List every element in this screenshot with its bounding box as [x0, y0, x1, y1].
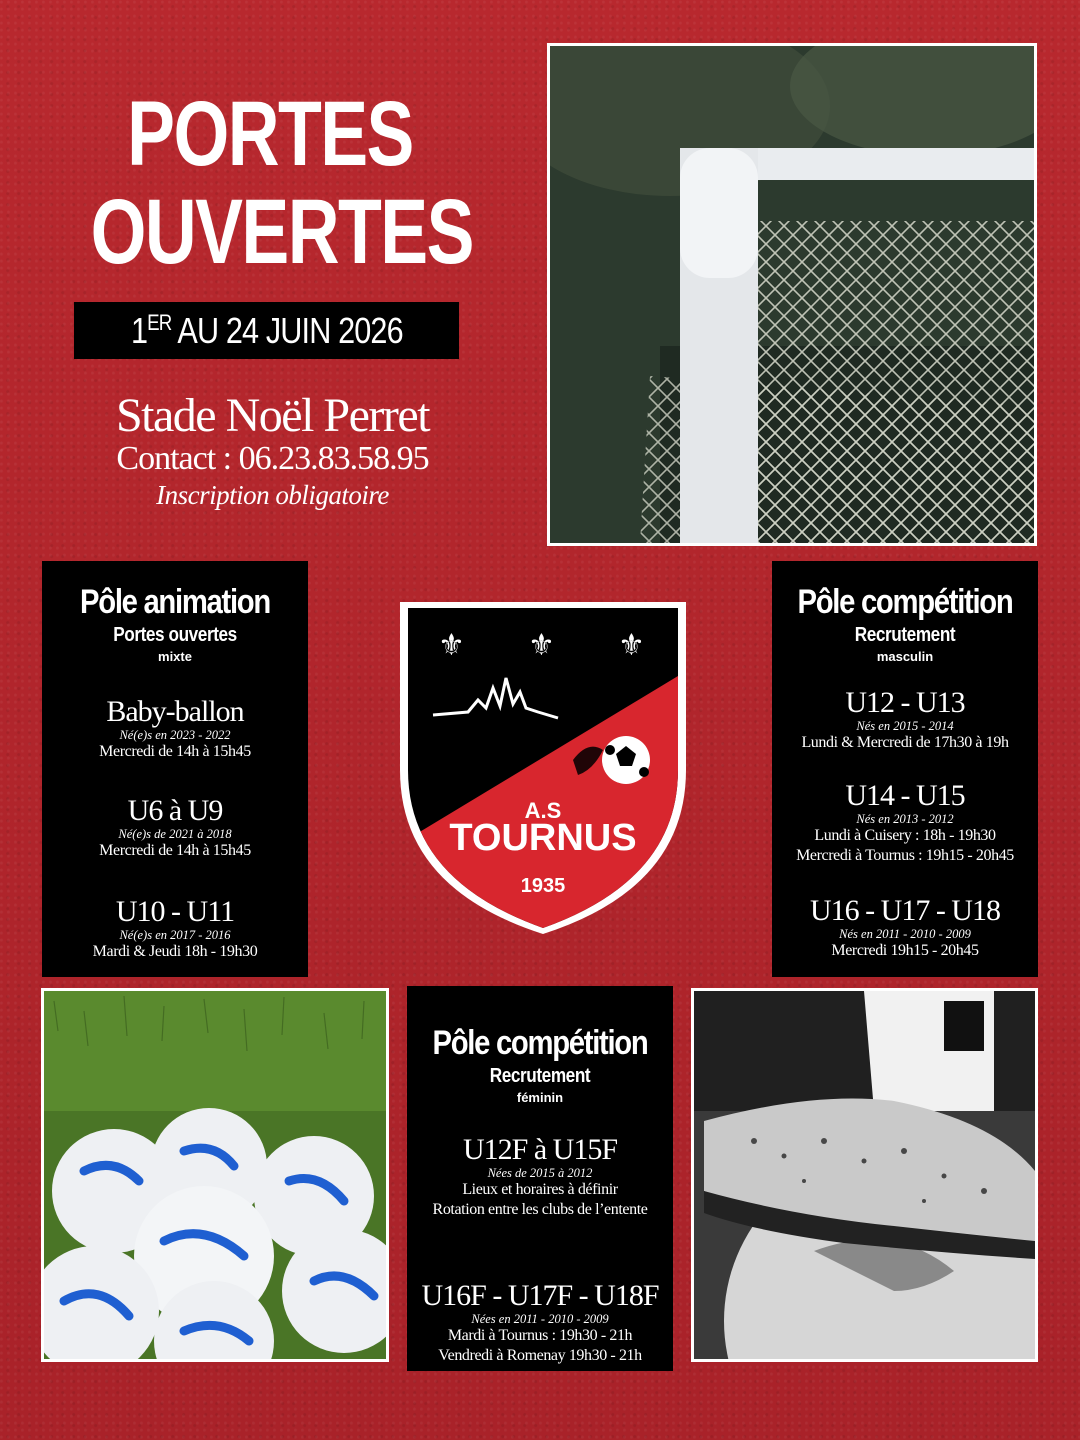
date-banner	[74, 302, 459, 359]
group-block	[42, 696, 308, 762]
panel-title: Pôle animation	[80, 583, 270, 621]
group-born: Né(e)s de 2021 à 2018	[118, 827, 232, 841]
registration-note: Inscription obligatoire	[156, 480, 389, 510]
logo-year: 1935	[520, 875, 566, 897]
club-logo	[398, 600, 688, 935]
group-block	[772, 895, 1038, 961]
group-born: Nés en 2015 - 2014	[856, 719, 954, 733]
panel-title: Pôle compétition	[797, 583, 1013, 621]
panel-mini: féminin	[516, 1090, 564, 1105]
group-block	[407, 1280, 673, 1366]
group-born: Nées en 2011 - 2010 - 2009	[471, 1312, 609, 1326]
panel-pole-competition-masculin	[772, 561, 1038, 977]
date-text: 1ER AU 24 JUIN 2026	[130, 309, 403, 351]
group-schedule: Vendredi à Romenay 19h30 - 21h	[438, 1347, 642, 1364]
panel-pole-animation	[42, 561, 308, 977]
logo-club-name: TOURNUS	[449, 817, 637, 859]
boot-on-ball-photo	[691, 988, 1038, 1362]
group-schedule: Mercredi 19h15 - 20h45	[831, 942, 979, 959]
group-born: Nés en 2013 - 2012	[856, 812, 954, 826]
group-schedule: Mercredi de 14h à 15h45	[99, 743, 251, 760]
group-born: Né(e)s en 2017 - 2016	[119, 928, 231, 942]
group-born: Nées de 2015 à 2012	[487, 1166, 593, 1180]
group-block	[772, 780, 1038, 866]
group-block	[772, 687, 1038, 753]
group-born: Nés en 2011 - 2010 - 2009	[839, 927, 971, 941]
group-name: U6 à U9	[127, 794, 223, 827]
group-name: U12F à U15F	[462, 1133, 617, 1166]
panel-pole-competition-feminin	[407, 986, 673, 1371]
goal-net-photo	[547, 43, 1037, 546]
group-block	[42, 896, 308, 962]
group-name: U12 - U13	[845, 686, 965, 719]
group-born: Né(e)s en 2023 - 2022	[119, 728, 231, 742]
footballs-photo	[41, 988, 389, 1362]
panel-mini: mixte	[158, 649, 192, 664]
panel-mini: masculin	[876, 649, 934, 664]
group-schedule: Mardi & Jeudi 18h - 19h30	[92, 943, 258, 960]
group-block	[407, 1134, 673, 1220]
group-schedule: Rotation entre les clubs de l’entente	[432, 1201, 648, 1218]
group-name: U10 - U11	[115, 895, 235, 928]
group-name: Baby-ballon	[106, 695, 244, 728]
fleur-de-lis-icon: ⚜	[618, 628, 645, 663]
fleur-de-lis-icon: ⚜	[528, 628, 555, 663]
group-schedule: Mercredi de 14h à 15h45	[99, 842, 251, 859]
contact-phone: Contact : 06.23.83.58.95	[116, 440, 429, 477]
title-line-1: PORTES	[127, 83, 413, 185]
group-name: U16F - U17F - U18F	[421, 1279, 659, 1312]
group-schedule: Mardi à Tournus : 19h30 - 21h	[447, 1327, 633, 1344]
group-block	[42, 795, 308, 861]
group-schedule: Mercredi à Tournus : 19h15 - 20h45	[796, 847, 1014, 864]
title-line-2: OUVERTES	[90, 181, 473, 283]
group-name: U16 - U17 - U18	[810, 894, 1000, 927]
logo-prefix: A.S	[524, 798, 562, 823]
group-name: U14 - U15	[845, 779, 965, 812]
panel-subtitle: Recrutement	[854, 624, 956, 646]
panel-subtitle: Recrutement	[489, 1065, 591, 1087]
fleur-de-lis-icon: ⚜	[438, 628, 465, 663]
group-schedule: Lieux et horaires à définir	[462, 1181, 618, 1198]
group-schedule: Lundi & Mercredi de 17h30 à 19h	[801, 734, 1009, 751]
panel-title: Pôle compétition	[432, 1024, 648, 1062]
stadium-name: Stade Noël Perret	[115, 389, 430, 442]
panel-subtitle: Portes ouvertes	[113, 624, 237, 646]
group-schedule: Lundi à Cuisery : 18h - 19h30	[814, 827, 996, 844]
